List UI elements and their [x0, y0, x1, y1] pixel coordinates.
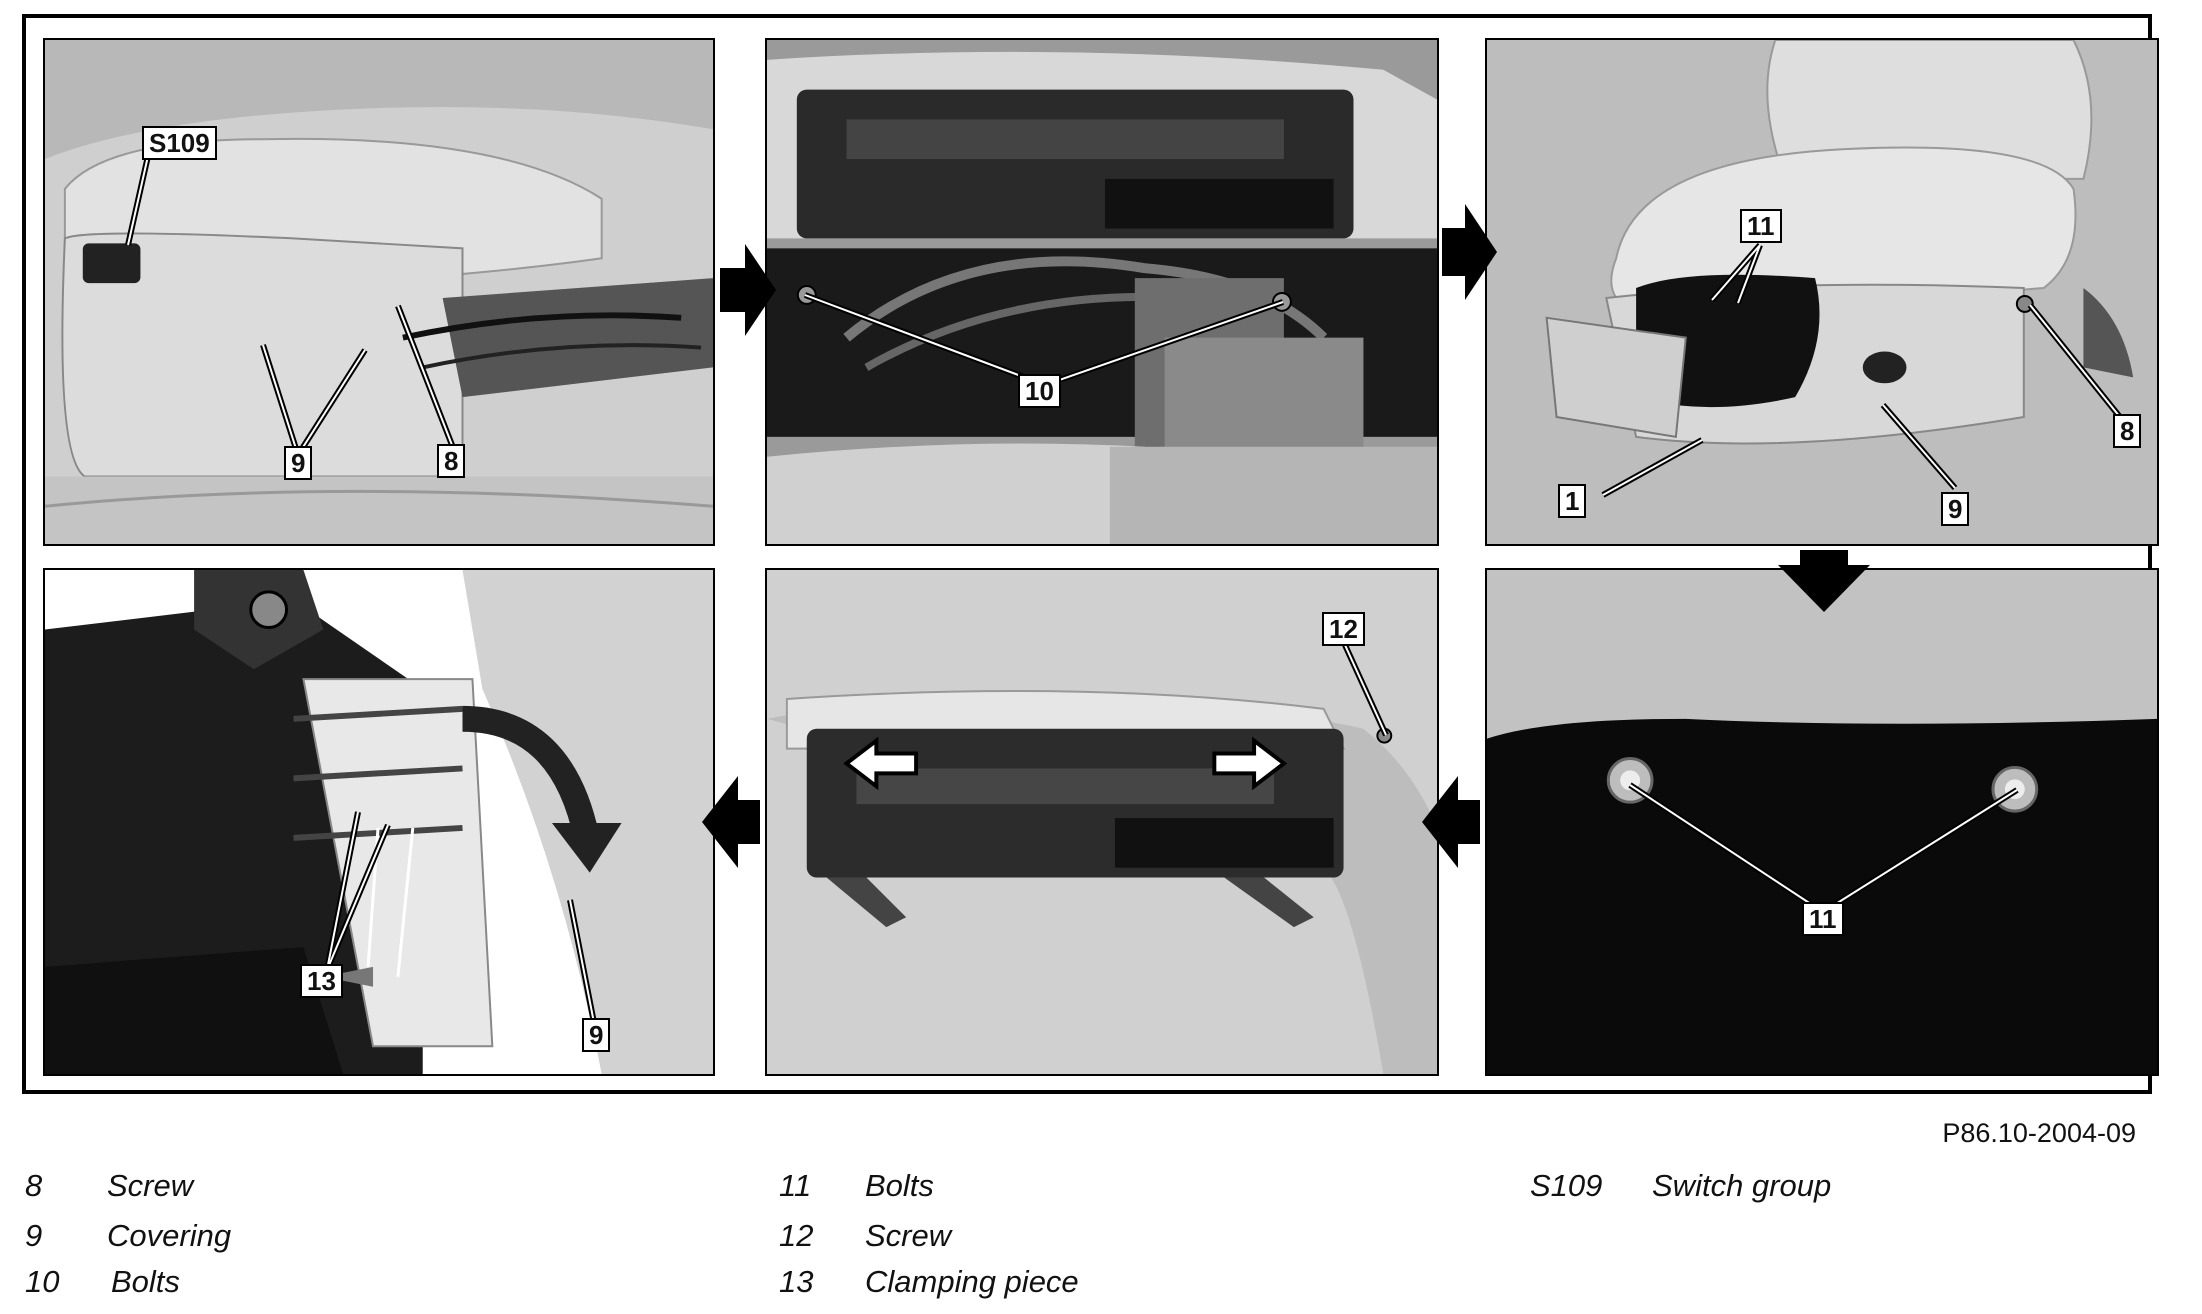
panel-6-clamping-piece — [43, 568, 715, 1076]
legend-number: 8 — [25, 1168, 43, 1203]
legend-text: Bolts — [111, 1264, 180, 1299]
callout-1-panel3: 1 — [1558, 484, 1586, 518]
legend-item-8 — [25, 1168, 193, 1204]
panel-4-bolts-closeup — [1485, 568, 2159, 1076]
legend-number: 11 — [779, 1168, 812, 1203]
legend-text: Bolts — [865, 1168, 934, 1203]
legend-text: Switch group — [1652, 1168, 1832, 1203]
legend-number: 12 — [779, 1218, 814, 1253]
legend-item-s109 — [1530, 1168, 1831, 1204]
clamping-piece-photo — [45, 570, 713, 1074]
legend-number: 13 — [779, 1264, 814, 1299]
panel-1-switch-group — [43, 38, 715, 546]
legend-text: Clamping piece — [865, 1264, 1079, 1299]
figure-reference: P86.10-2004-09 — [1942, 1118, 2136, 1148]
callout-s109: S109 — [142, 126, 217, 160]
seat-overview-photo — [1487, 40, 2157, 544]
bolts-closeup-photo — [1487, 570, 2157, 1074]
legend-number: 10 — [25, 1264, 60, 1299]
callout-11-panel3: 11 — [1740, 209, 1782, 243]
callout-10-panel2: 10 — [1018, 374, 1061, 408]
callout-8-panel1: 8 — [437, 444, 465, 478]
callout-12-panel5: 12 — [1322, 612, 1365, 646]
seat-base-photo — [767, 40, 1437, 544]
panel-2-seat-base-bolts — [765, 38, 1439, 546]
legend-item-12 — [779, 1218, 951, 1254]
legend-number: 9 — [25, 1218, 43, 1253]
legend-text: Covering — [107, 1218, 232, 1253]
callout-11-panel4: 11 — [1802, 902, 1844, 936]
callout-9-panel3: 9 — [1941, 492, 1969, 526]
panel-3-seat-overview — [1485, 38, 2159, 546]
legend-number: S109 — [1530, 1168, 1603, 1203]
callout-9-panel1: 9 — [284, 446, 312, 480]
legend-item-9 — [25, 1218, 231, 1254]
legend-item-11 — [779, 1168, 934, 1204]
seat-side-photo — [45, 40, 713, 544]
legend-text: Screw — [865, 1218, 952, 1253]
callout-9-panel6: 9 — [582, 1018, 610, 1052]
callout-13-panel6: 13 — [300, 964, 343, 998]
callout-8-panel3: 8 — [2113, 414, 2141, 448]
legend-item-13 — [779, 1264, 1079, 1300]
legend-item-10 — [25, 1264, 180, 1300]
legend-text: Screw — [107, 1168, 194, 1203]
